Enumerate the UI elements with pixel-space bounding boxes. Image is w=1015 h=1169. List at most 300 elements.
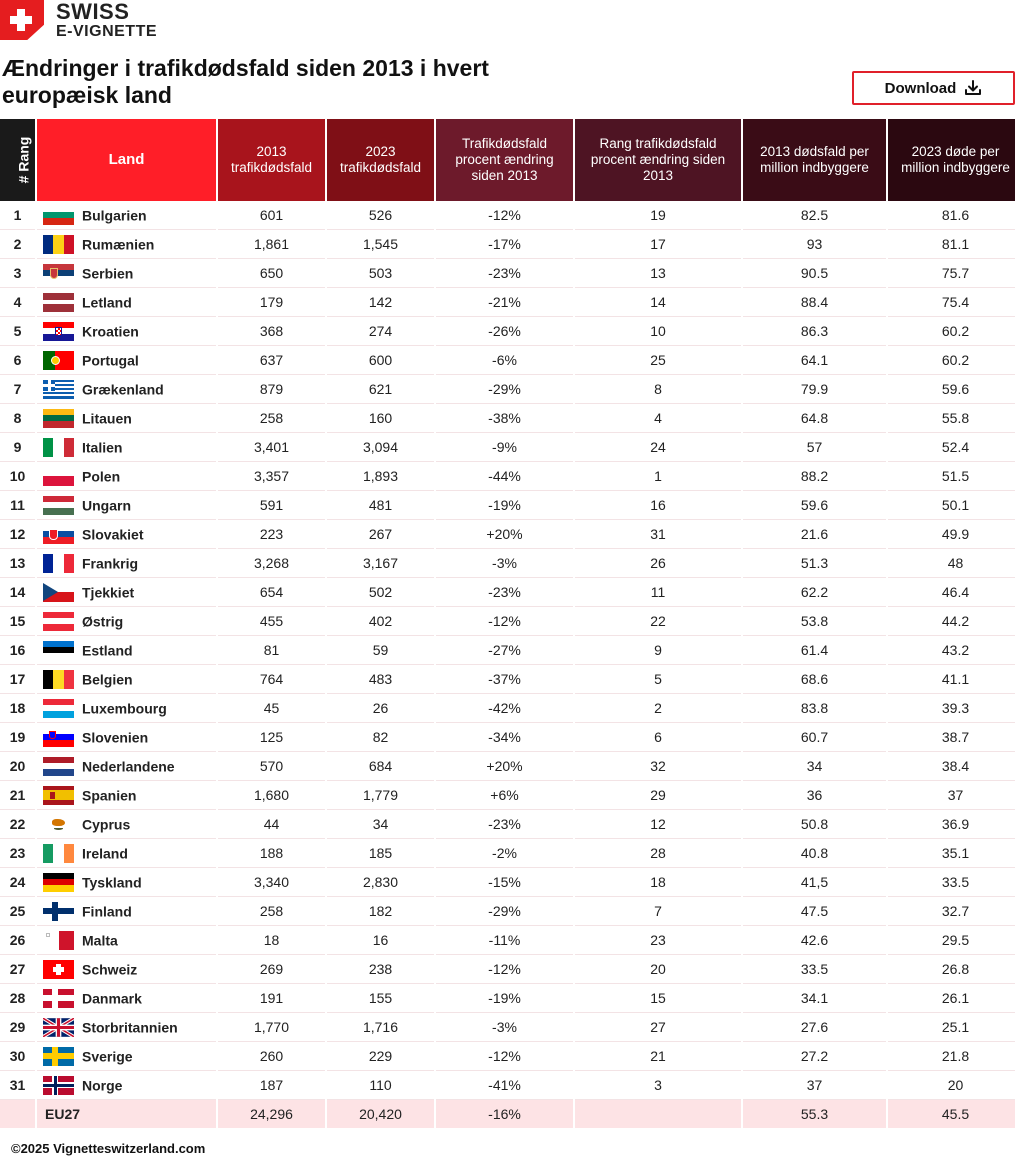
cell-percent-change: -9% (436, 433, 573, 462)
sk-flag-icon (43, 525, 74, 544)
cell-2023-per-million: 32.7 (888, 897, 1015, 926)
header-2013-per-million: 2013 dødsfald per million indbyggere (743, 119, 886, 201)
cell-land (37, 404, 216, 433)
cell-percent-change: -23% (436, 810, 573, 839)
cell-2013-per-million: 27.6 (743, 1013, 886, 1042)
cell-percent-change: -44% (436, 462, 573, 491)
cell-2013-deaths: 260 (218, 1042, 325, 1071)
download-icon (964, 79, 982, 97)
cell-percent-change: -37% (436, 665, 573, 694)
table-row (0, 723, 1015, 752)
cell-percent-change: -21% (436, 288, 573, 317)
table-row (0, 549, 1015, 578)
cell-2013-per-million: 79.9 (743, 375, 886, 404)
cell-2013-per-million: 37 (743, 1071, 886, 1100)
cell-2023-deaths: 600 (327, 346, 434, 375)
cell-2013-per-million: 93 (743, 230, 886, 259)
cell-2013-per-million: 27.2 (743, 1042, 886, 1071)
si-flag-icon (43, 728, 74, 747)
pt-flag-icon (43, 351, 74, 370)
cell-rank: 26 (0, 926, 35, 955)
cell-rank (0, 1100, 35, 1128)
lv-flag-icon (43, 293, 74, 312)
cell-percent-change-rank: 3 (575, 1071, 741, 1100)
table-row (0, 1071, 1015, 1100)
cell-land (37, 955, 216, 984)
table-row (0, 1013, 1015, 1042)
cell-2023-per-million: 26.1 (888, 984, 1015, 1013)
cell-2023-per-million: 46.4 (888, 578, 1015, 607)
cell-rank: 15 (0, 607, 35, 636)
cell-percent-change: -3% (436, 549, 573, 578)
cell-2013-per-million: 83.8 (743, 694, 886, 723)
cell-2013-deaths: 188 (218, 839, 325, 868)
cell-2023-per-million: 43.2 (888, 636, 1015, 665)
cell-2013-per-million: 88.4 (743, 288, 886, 317)
mt-flag-icon (43, 931, 74, 950)
cell-rank: 28 (0, 984, 35, 1013)
cell-percent-change: -34% (436, 723, 573, 752)
cell-rank: 27 (0, 955, 35, 984)
table-row (0, 636, 1015, 665)
it-flag-icon (43, 438, 74, 457)
lt-flag-icon (43, 409, 74, 428)
cell-percent-change-rank: 16 (575, 491, 741, 520)
se-flag-icon (43, 1047, 74, 1066)
cell-2023-per-million: 29.5 (888, 926, 1015, 955)
cell-percent-change: -11% (436, 926, 573, 955)
cell-2023-deaths: 185 (327, 839, 434, 868)
ie-flag-icon (43, 844, 74, 863)
hu-flag-icon (43, 496, 74, 515)
cell-2013-per-million: 34.1 (743, 984, 886, 1013)
cell-2023-per-million: 75.7 (888, 259, 1015, 288)
cell-2023-per-million: 26.8 (888, 955, 1015, 984)
cell-2023-per-million: 75.4 (888, 288, 1015, 317)
cell-percent-change-rank: 23 (575, 926, 741, 955)
header-2023-per-million: 2023 døde per million indbyggere (888, 119, 1015, 201)
page-title: Ændringer i trafikdødsfald siden 2013 i hvert europæisk land (2, 55, 489, 108)
country-name: Spanien (82, 787, 137, 803)
header-2023-deaths: 2023 trafikdødsfald (327, 119, 434, 201)
cell-2013-deaths: 24,296 (218, 1100, 325, 1128)
cell-rank: 23 (0, 839, 35, 868)
cell-percent-change: -2% (436, 839, 573, 868)
download-button[interactable] (852, 71, 1015, 105)
gr-flag-icon (43, 380, 74, 399)
es-flag-icon (43, 786, 74, 805)
cell-2023-deaths: 267 (327, 520, 434, 549)
cell-rank: 3 (0, 259, 35, 288)
cell-percent-change-rank: 17 (575, 230, 741, 259)
rs-flag-icon (43, 264, 74, 283)
lu-flag-icon (43, 699, 74, 718)
table-row (0, 868, 1015, 897)
cell-percent-change: -16% (436, 1100, 573, 1128)
cell-2023-deaths: 1,779 (327, 781, 434, 810)
cell-2013-deaths: 258 (218, 404, 325, 433)
cell-land (37, 984, 216, 1013)
country-name: Rumænien (82, 236, 155, 252)
country-name: Serbien (82, 265, 134, 281)
cell-rank: 22 (0, 810, 35, 839)
cell-percent-change-rank: 20 (575, 955, 741, 984)
cell-2013-deaths: 269 (218, 955, 325, 984)
cz-flag-icon (43, 583, 74, 602)
cell-percent-change: -23% (436, 578, 573, 607)
country-name: Finland (82, 903, 132, 919)
country-name: Italien (82, 439, 123, 455)
cell-2023-per-million: 33.5 (888, 868, 1015, 897)
cell-2013-per-million: 51.3 (743, 549, 886, 578)
header-land: Land (37, 119, 216, 201)
country-name: Luxembourg (82, 700, 167, 716)
cell-land (37, 694, 216, 723)
cell-2013-per-million: 47.5 (743, 897, 886, 926)
cell-percent-change-rank: 29 (575, 781, 741, 810)
cell-2013-per-million: 60.7 (743, 723, 886, 752)
cell-percent-change: -42% (436, 694, 573, 723)
country-name: Sverige (82, 1048, 133, 1064)
cell-2013-per-million: 90.5 (743, 259, 886, 288)
cell-2013-per-million: 40.8 (743, 839, 886, 868)
cell-land (37, 926, 216, 955)
cell-2023-per-million: 45.5 (888, 1100, 1015, 1128)
country-name: Polen (82, 468, 121, 484)
country-name: Grækenland (82, 381, 164, 397)
be-flag-icon (43, 670, 74, 689)
cell-2013-per-million: 68.6 (743, 665, 886, 694)
cell-2013-deaths: 81 (218, 636, 325, 665)
header-percent-change: Trafikdødsfald procent ændring siden 2013 (436, 119, 573, 201)
cell-2013-per-million: 36 (743, 781, 886, 810)
cell-rank: 21 (0, 781, 35, 810)
cell-percent-change: -27% (436, 636, 573, 665)
cell-2013-deaths: 125 (218, 723, 325, 752)
table-row (0, 694, 1015, 723)
cell-rank: 20 (0, 752, 35, 781)
cell-2013-deaths: 601 (218, 201, 325, 230)
cell-rank: 31 (0, 1071, 35, 1100)
cell-land (37, 665, 216, 694)
ch-flag-icon (43, 960, 74, 979)
cell-land (37, 201, 216, 230)
cell-2023-deaths: 621 (327, 375, 434, 404)
header-2013-deaths: 2013 trafikdødsfald (218, 119, 325, 201)
cell-2013-per-million: 55.3 (743, 1100, 886, 1128)
cell-2013-deaths: 44 (218, 810, 325, 839)
cell-2023-per-million: 55.8 (888, 404, 1015, 433)
cell-land (37, 578, 216, 607)
cell-percent-change: -3% (436, 1013, 573, 1042)
country-name: Belgien (82, 671, 133, 687)
cell-2023-deaths: 238 (327, 955, 434, 984)
table-row (0, 897, 1015, 926)
cell-2013-per-million: 41,5 (743, 868, 886, 897)
cell-rank: 13 (0, 549, 35, 578)
cell-2023-per-million: 25.1 (888, 1013, 1015, 1042)
cell-2023-per-million: 60.2 (888, 317, 1015, 346)
cell-2013-deaths: 1,861 (218, 230, 325, 259)
country-name: Litauen (82, 410, 132, 426)
cell-2013-deaths: 3,401 (218, 433, 325, 462)
cell-2023-deaths: 34 (327, 810, 434, 839)
cell-2013-deaths: 570 (218, 752, 325, 781)
cell-2023-deaths: 483 (327, 665, 434, 694)
country-name: Letland (82, 294, 132, 310)
cell-percent-change-rank: 5 (575, 665, 741, 694)
header-percent-change-rank: Rang trafikdødsfald procent ændring siden 2013 (575, 119, 741, 201)
cell-2023-deaths: 26 (327, 694, 434, 723)
cell-land (37, 259, 216, 288)
cell-2013-deaths: 764 (218, 665, 325, 694)
table-row (0, 752, 1015, 781)
cell-percent-change-rank: 31 (575, 520, 741, 549)
cell-2013-deaths: 18 (218, 926, 325, 955)
hr-flag-icon (43, 322, 74, 341)
cell-2023-deaths: 110 (327, 1071, 434, 1100)
table-row (0, 955, 1015, 984)
table-row (0, 578, 1015, 607)
cell-land (37, 491, 216, 520)
cell-percent-change: +6% (436, 781, 573, 810)
bg-flag-icon (43, 206, 74, 225)
cell-land (37, 346, 216, 375)
table-row (0, 375, 1015, 404)
cell-2023-per-million: 37 (888, 781, 1015, 810)
cell-2013-deaths: 191 (218, 984, 325, 1013)
cell-percent-change: -19% (436, 984, 573, 1013)
country-name: Bulgarien (82, 207, 147, 223)
cell-percent-change-rank: 18 (575, 868, 741, 897)
cell-2013-deaths: 1,770 (218, 1013, 325, 1042)
brand-logo (0, 0, 157, 40)
country-name: Norge (82, 1077, 123, 1093)
cell-2023-deaths: 160 (327, 404, 434, 433)
table-row (0, 404, 1015, 433)
cell-land (37, 810, 216, 839)
cell-percent-change-rank: 21 (575, 1042, 741, 1071)
cell-2023-deaths: 1,545 (327, 230, 434, 259)
table-row (0, 491, 1015, 520)
gb-flag-icon (43, 1018, 74, 1037)
cell-land (37, 549, 216, 578)
cell-2013-per-million: 64.8 (743, 404, 886, 433)
cell-2023-per-million: 44.2 (888, 607, 1015, 636)
cell-2023-deaths: 526 (327, 201, 434, 230)
cell-percent-change: -29% (436, 897, 573, 926)
cell-2013-deaths: 637 (218, 346, 325, 375)
cell-2013-per-million: 88.2 (743, 462, 886, 491)
cell-percent-change: -19% (436, 491, 573, 520)
cell-2023-per-million: 81.1 (888, 230, 1015, 259)
cell-2023-per-million: 52.4 (888, 433, 1015, 462)
table-row (0, 288, 1015, 317)
cell-percent-change: +20% (436, 752, 573, 781)
cell-rank: 4 (0, 288, 35, 317)
cell-rank: 14 (0, 578, 35, 607)
cell-percent-change-rank: 26 (575, 549, 741, 578)
cell-land (37, 752, 216, 781)
country-name: Estland (82, 642, 133, 658)
table-row (0, 230, 1015, 259)
table-row (0, 346, 1015, 375)
cell-2023-deaths: 16 (327, 926, 434, 955)
cell-2023-deaths: 3,167 (327, 549, 434, 578)
table-row (0, 665, 1015, 694)
cell-percent-change-rank: 22 (575, 607, 741, 636)
cell-percent-change: -12% (436, 607, 573, 636)
cell-land (37, 317, 216, 346)
table-row (0, 926, 1015, 955)
de-flag-icon (43, 873, 74, 892)
cell-land (37, 520, 216, 549)
cell-2023-per-million: 49.9 (888, 520, 1015, 549)
cell-land (37, 1071, 216, 1100)
cell-land (37, 462, 216, 491)
table-row (0, 201, 1015, 230)
cell-2013-deaths: 179 (218, 288, 325, 317)
cell-2023-deaths: 182 (327, 897, 434, 926)
country-name: Storbritannien (82, 1019, 178, 1035)
country-name: Frankrig (82, 555, 139, 571)
cell-percent-change-rank: 32 (575, 752, 741, 781)
cell-2023-deaths: 3,094 (327, 433, 434, 462)
cell-2013-deaths: 45 (218, 694, 325, 723)
cell-2023-per-million: 50.1 (888, 491, 1015, 520)
table-row (0, 520, 1015, 549)
cell-2013-per-million: 57 (743, 433, 886, 462)
country-name: Tjekkiet (82, 584, 135, 600)
cell-2023-per-million: 38.7 (888, 723, 1015, 752)
country-name: Schweiz (82, 961, 138, 977)
country-name: Kroatien (82, 323, 139, 339)
table-row (0, 984, 1015, 1013)
table-row (0, 462, 1015, 491)
cell-2023-per-million: 81.6 (888, 201, 1015, 230)
cell-2023-deaths: 274 (327, 317, 434, 346)
cell-rank: 30 (0, 1042, 35, 1071)
cell-rank: 7 (0, 375, 35, 404)
cell-2023-per-million: 20 (888, 1071, 1015, 1100)
cell-2023-per-million: 36.9 (888, 810, 1015, 839)
cell-percent-change-rank: 25 (575, 346, 741, 375)
cell-2023-per-million: 21.8 (888, 1042, 1015, 1071)
cell-rank: 6 (0, 346, 35, 375)
cell-percent-change: -12% (436, 1042, 573, 1071)
cell-2023-deaths: 2,830 (327, 868, 434, 897)
cell-percent-change-rank: 10 (575, 317, 741, 346)
cell-2013-deaths: 591 (218, 491, 325, 520)
cell-2013-per-million: 53.8 (743, 607, 886, 636)
cell-rank: 17 (0, 665, 35, 694)
cell-land (37, 607, 216, 636)
cell-percent-change-rank: 24 (575, 433, 741, 462)
cell-2023-per-million: 41.1 (888, 665, 1015, 694)
country-name: Ungarn (82, 497, 131, 513)
cell-land (37, 1042, 216, 1071)
cell-2023-deaths: 155 (327, 984, 434, 1013)
country-name: Portugal (82, 352, 139, 368)
cell-2013-deaths: 258 (218, 897, 325, 926)
cell-percent-change-rank: 2 (575, 694, 741, 723)
table-row (0, 781, 1015, 810)
country-name: Cyprus (82, 816, 131, 832)
cell-2013-deaths: 3,357 (218, 462, 325, 491)
pl-flag-icon (43, 467, 74, 486)
country-name: Nederlandene (82, 758, 175, 774)
cell-percent-change-rank: 7 (575, 897, 741, 926)
cell-land (37, 839, 216, 868)
cell-2013-per-million: 34 (743, 752, 886, 781)
cell-rank: 18 (0, 694, 35, 723)
cy-flag-icon (43, 815, 74, 834)
cell-2013-deaths: 650 (218, 259, 325, 288)
download-label: Download (884, 79, 957, 97)
cell-percent-change-rank: 8 (575, 375, 741, 404)
cell-2023-deaths: 1,893 (327, 462, 434, 491)
cell-rank: 8 (0, 404, 35, 433)
ee-flag-icon (43, 641, 74, 660)
fr-flag-icon (43, 554, 74, 573)
cell-percent-change: -38% (436, 404, 573, 433)
cell-percent-change-rank: 19 (575, 201, 741, 230)
fi-flag-icon (43, 902, 74, 921)
fatalities-table (0, 119, 1015, 1128)
cell-rank: 5 (0, 317, 35, 346)
cell-land (37, 897, 216, 926)
table-row (0, 1042, 1015, 1071)
table-row (0, 810, 1015, 839)
cell-2023-per-million: 48 (888, 549, 1015, 578)
cell-2023-deaths: 503 (327, 259, 434, 288)
country-name: Slovakiet (82, 526, 144, 542)
cell-2023-per-million: 60.2 (888, 346, 1015, 375)
cell-2023-deaths: 684 (327, 752, 434, 781)
cell-land (37, 375, 216, 404)
cell-percent-change: -29% (436, 375, 573, 404)
nl-flag-icon (43, 757, 74, 776)
cell-2023-per-million: 35.1 (888, 839, 1015, 868)
cell-percent-change-rank (575, 1100, 741, 1128)
cell-2023-per-million: 38.4 (888, 752, 1015, 781)
cell-2013-per-million: 61.4 (743, 636, 886, 665)
brand-line2: E-VIGNETTE (56, 22, 158, 40)
cell-percent-change-rank: 15 (575, 984, 741, 1013)
cell-rank: 9 (0, 433, 35, 462)
cell-2013-deaths: 223 (218, 520, 325, 549)
country-name: Slovenien (82, 729, 149, 745)
cell-2023-deaths: 59 (327, 636, 434, 665)
cell-2023-deaths: 229 (327, 1042, 434, 1071)
cell-percent-change-rank: 12 (575, 810, 741, 839)
cell-2023-deaths: 142 (327, 288, 434, 317)
cell-percent-change-rank: 9 (575, 636, 741, 665)
cell-percent-change: +20% (436, 520, 573, 549)
cell-2013-per-million: 50.8 (743, 810, 886, 839)
total-row (0, 1100, 1015, 1128)
swiss-flag-icon (0, 0, 44, 40)
footer-copyright: ©2025 Vignetteswitzerland.com (11, 1141, 206, 1156)
cell-2013-deaths: 455 (218, 607, 325, 636)
cell-land (37, 723, 216, 752)
cell-percent-change-rank: 13 (575, 259, 741, 288)
cell-rank: 29 (0, 1013, 35, 1042)
cell-rank: 12 (0, 520, 35, 549)
cell-2013-per-million: 64.1 (743, 346, 886, 375)
cell-land (37, 636, 216, 665)
cell-2013-per-million: 62.2 (743, 578, 886, 607)
